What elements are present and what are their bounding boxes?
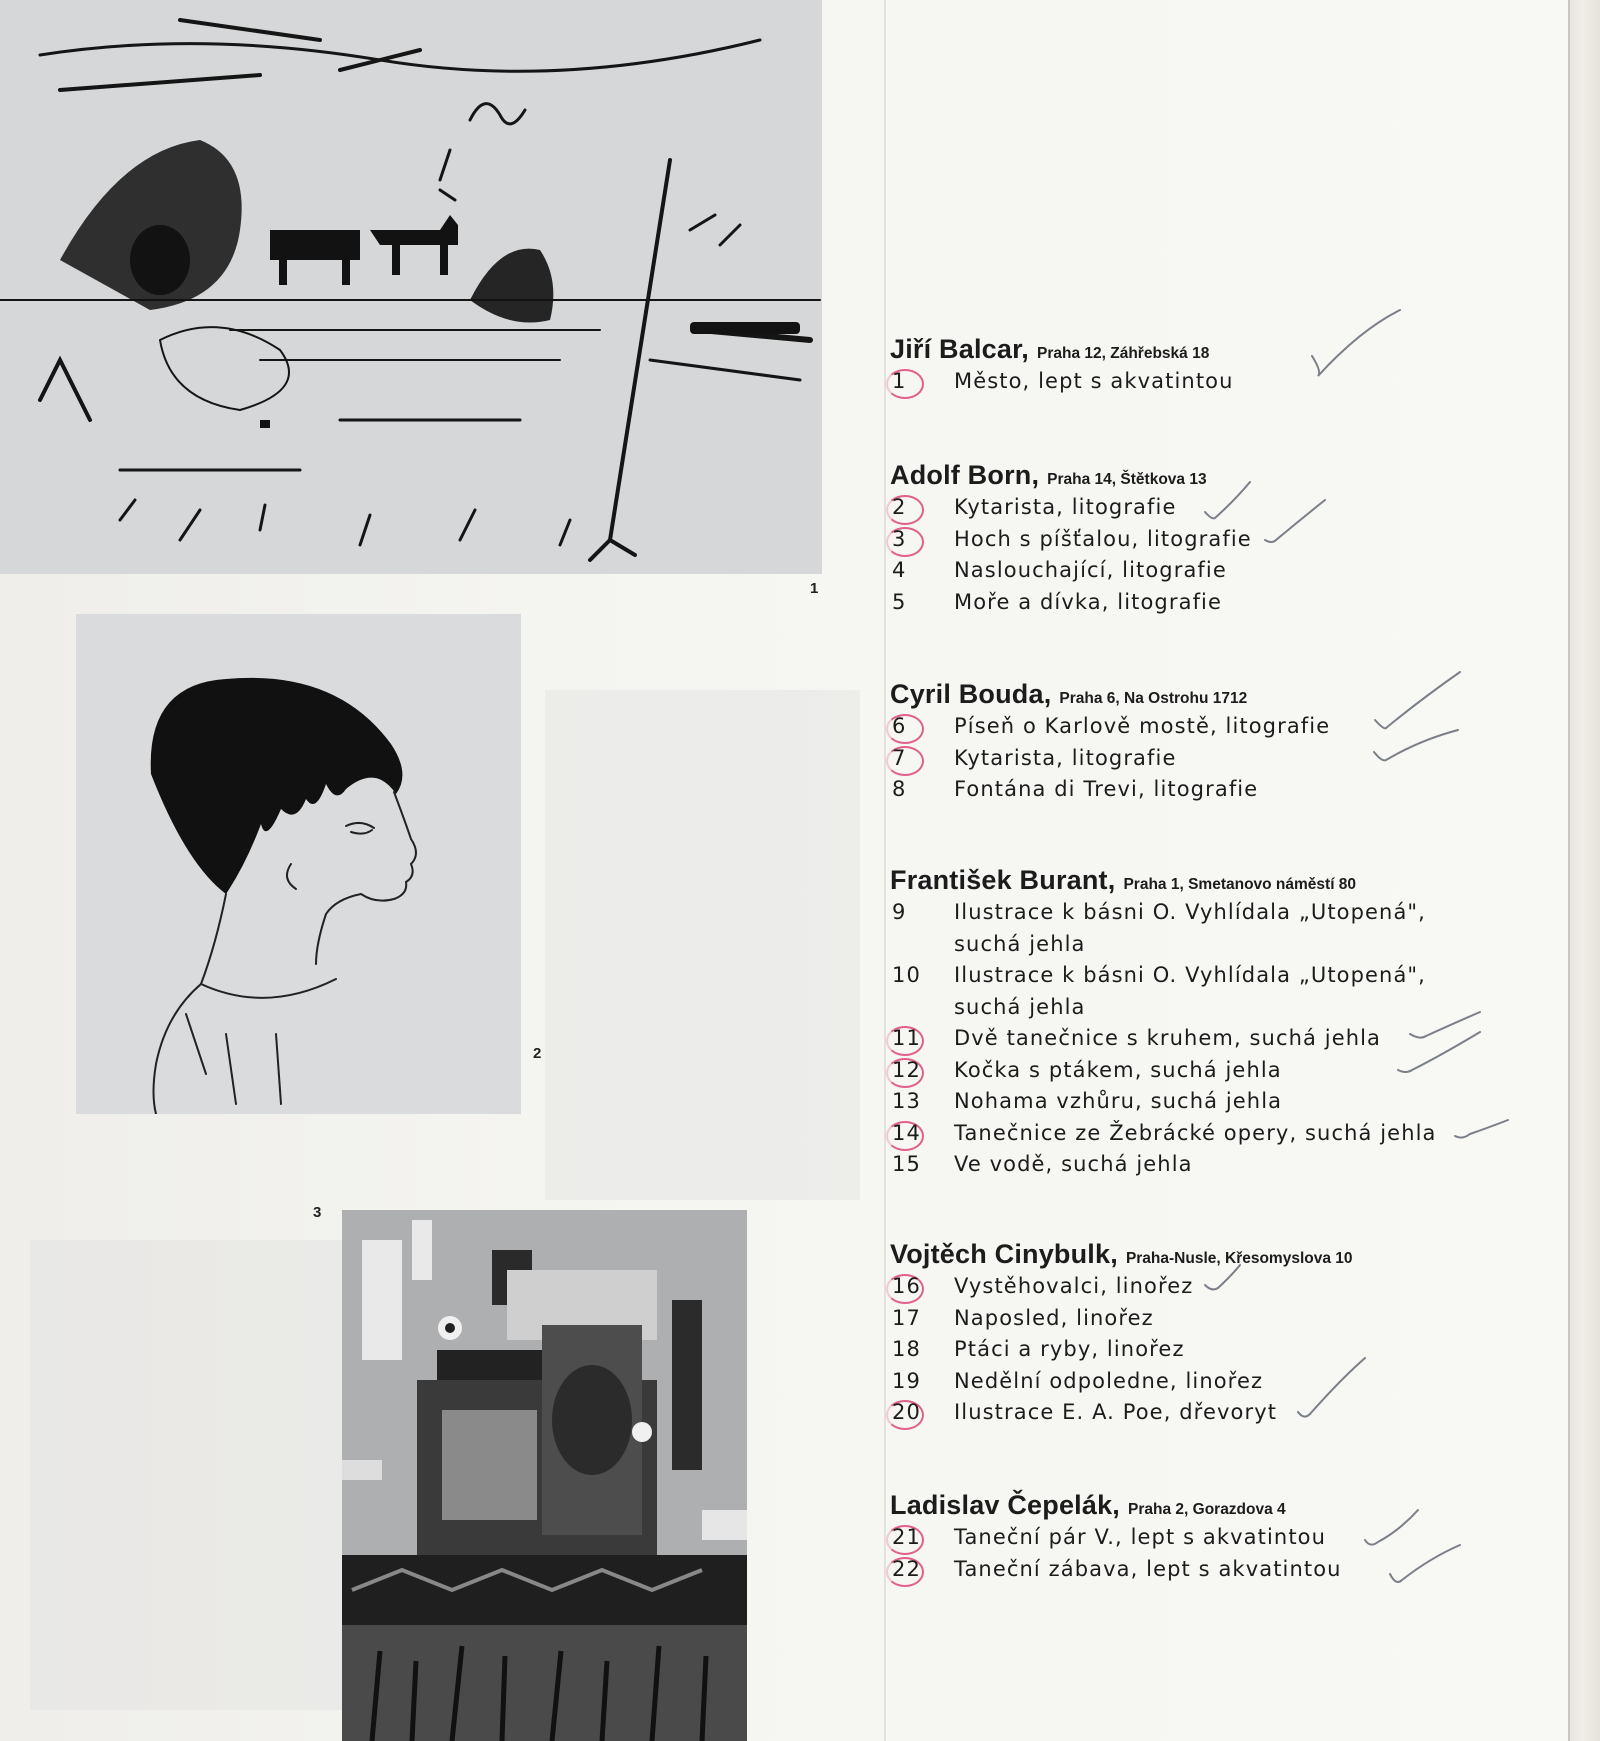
artist-name: Cyril Bouda, — [890, 679, 1052, 709]
work-title: Kytarista, litografie — [954, 495, 1177, 519]
show-through-shadow — [545, 690, 860, 1200]
tick-icon — [1365, 1510, 1418, 1545]
work-number: 4 — [892, 558, 907, 582]
plate-2-portrait-drawing — [76, 614, 521, 1114]
list-item — [890, 1149, 1356, 1181]
work-number: 18 — [892, 1337, 921, 1361]
list-item — [890, 711, 1331, 743]
work-number: 1 — [892, 369, 907, 393]
work-number: 8 — [892, 777, 907, 801]
work-title: Dvě tanečnice s kruhem, suchá jehla — [954, 1026, 1382, 1050]
plate-1-number: 1 — [810, 580, 819, 597]
work-title: Město, lept s akvatintou — [954, 369, 1234, 393]
artist-address: Praha 14, Štětkova 13 — [1047, 471, 1207, 488]
plate-3-linocut — [342, 1210, 747, 1741]
work-title: Taneční zábava, lept s akvatintou — [954, 1556, 1342, 1581]
list-item — [890, 743, 1247, 775]
work-title: Moře a dívka, litografie — [954, 589, 1223, 614]
artist-address: Praha 2, Gorazdova 4 — [1128, 1501, 1286, 1518]
tick-icon — [1398, 1032, 1480, 1072]
list-item — [890, 1086, 1356, 1118]
work-title: Vystěhovalci, linořez — [954, 1274, 1194, 1298]
work-number: 11 — [892, 1026, 921, 1050]
work-title: Taneční pár V., lept s akvatintou — [954, 1525, 1327, 1549]
work-title: Ilustrace E. A. Poe, dřevoryt — [954, 1400, 1278, 1424]
tick-icon — [1312, 310, 1400, 376]
tick-icon — [1375, 672, 1460, 728]
work-title: Nohama vzhůru, suchá jehla — [954, 1089, 1283, 1113]
artist-address: Praha 6, Na Ostrohu 1712 — [1059, 690, 1248, 707]
work-title: Kytarista, litografie — [954, 745, 1177, 770]
plate-1-landscape-drawing — [0, 0, 822, 574]
work-number: 7 — [892, 745, 907, 770]
list-item — [890, 897, 1426, 929]
tick-icon — [1455, 1120, 1508, 1138]
work-title: Ptáci a ryby, linořez — [954, 1337, 1185, 1361]
work-title: Fontána di Trevi, litografie — [954, 777, 1259, 801]
work-title: Píseň o Karlově mostě, litografie — [954, 714, 1331, 738]
list-item — [890, 1366, 1353, 1398]
list-item — [890, 492, 1207, 524]
artist-entry-bouda — [890, 677, 1331, 806]
artist-entry-born — [890, 458, 1252, 618]
work-number: 9 — [892, 900, 907, 924]
work-title: Naposled, linořez — [954, 1305, 1154, 1330]
plate-3-number: 3 — [313, 1204, 322, 1221]
work-title: Ilustrace k básni O. Vyhlídala „Utopená", — [954, 963, 1426, 987]
work-number: 20 — [892, 1400, 921, 1424]
work-number: 15 — [892, 1152, 921, 1176]
work-number: 21 — [892, 1525, 921, 1549]
artist-address: Praha 12, Záhřebská 18 — [1037, 345, 1210, 362]
work-number: 12 — [892, 1057, 921, 1082]
page-fold — [884, 0, 886, 1741]
work-title: Hoch s píšťalou, litografie — [954, 526, 1252, 551]
list-item — [890, 1118, 1437, 1150]
list-item — [890, 774, 1259, 806]
artist-entry-burant — [890, 863, 1437, 1181]
work-title: Naslouchající, litografie — [954, 558, 1227, 582]
plate-2-number: 2 — [533, 1045, 542, 1062]
artist-address: Praha 1, Smetanovo náměstí 80 — [1123, 876, 1357, 893]
artist-entry-cepelak — [890, 1488, 1342, 1585]
artist-name: Jiří Balcar, — [890, 334, 1029, 364]
work-number: 5 — [892, 589, 907, 614]
list-item — [890, 1271, 1353, 1303]
artist-name: Vojtěch Cinybulk, — [890, 1239, 1118, 1269]
list-item — [890, 1023, 1382, 1055]
work-title-continuation: suchá jehla — [954, 994, 1086, 1019]
list-item — [890, 1522, 1327, 1554]
list-item-continuation — [890, 992, 1356, 1024]
work-number: 17 — [892, 1305, 921, 1330]
work-number: 22 — [892, 1556, 921, 1581]
artist-name: Adolf Born, — [890, 460, 1040, 490]
tick-icon — [1205, 482, 1250, 518]
artist-entry-cinybulk — [890, 1237, 1353, 1429]
work-title: Kočka s ptákem, suchá jehla — [954, 1057, 1282, 1082]
list-item — [890, 524, 1252, 556]
list-item — [890, 1397, 1353, 1429]
tick-icon — [1265, 500, 1325, 542]
list-item — [890, 960, 1426, 992]
work-title-continuation: suchá jehla — [954, 931, 1086, 956]
work-number: 13 — [892, 1089, 921, 1113]
work-number: 6 — [892, 714, 907, 738]
artist-name: František Burant, — [890, 865, 1116, 895]
work-title: Tanečnice ze Žebrácké opery, suchá jehla — [954, 1120, 1437, 1145]
work-title: Ilustrace k básni O. Vyhlídala „Utopená", — [954, 900, 1426, 924]
work-number: 19 — [892, 1368, 921, 1393]
artist-address: Praha-Nusle, Křesomyslova 10 — [1125, 1250, 1353, 1267]
show-through-shadow — [30, 1240, 350, 1710]
tick-icon — [1390, 1545, 1460, 1582]
tick-icon — [1410, 1012, 1480, 1038]
artist-name: Ladislav Čepelák, — [890, 1490, 1121, 1520]
work-number: 14 — [892, 1120, 921, 1145]
list-item — [890, 555, 1227, 587]
list-item — [890, 1303, 1353, 1335]
work-number: 16 — [892, 1274, 921, 1298]
list-item — [890, 366, 1234, 398]
list-item — [890, 1055, 1356, 1087]
page-edge — [1568, 0, 1600, 1741]
work-number: 10 — [892, 963, 921, 987]
tick-icon — [1374, 730, 1458, 760]
work-number: 3 — [892, 526, 907, 551]
work-title: Ve vodě, suchá jehla — [954, 1152, 1193, 1176]
list-item — [890, 1554, 1342, 1586]
list-item — [890, 1334, 1353, 1366]
work-number: 2 — [892, 495, 907, 519]
list-item-continuation — [890, 929, 1356, 961]
artist-entry-balcar — [890, 332, 1234, 398]
work-title: Nedělní odpoledne, linořez — [954, 1368, 1264, 1393]
list-item — [890, 587, 1223, 619]
